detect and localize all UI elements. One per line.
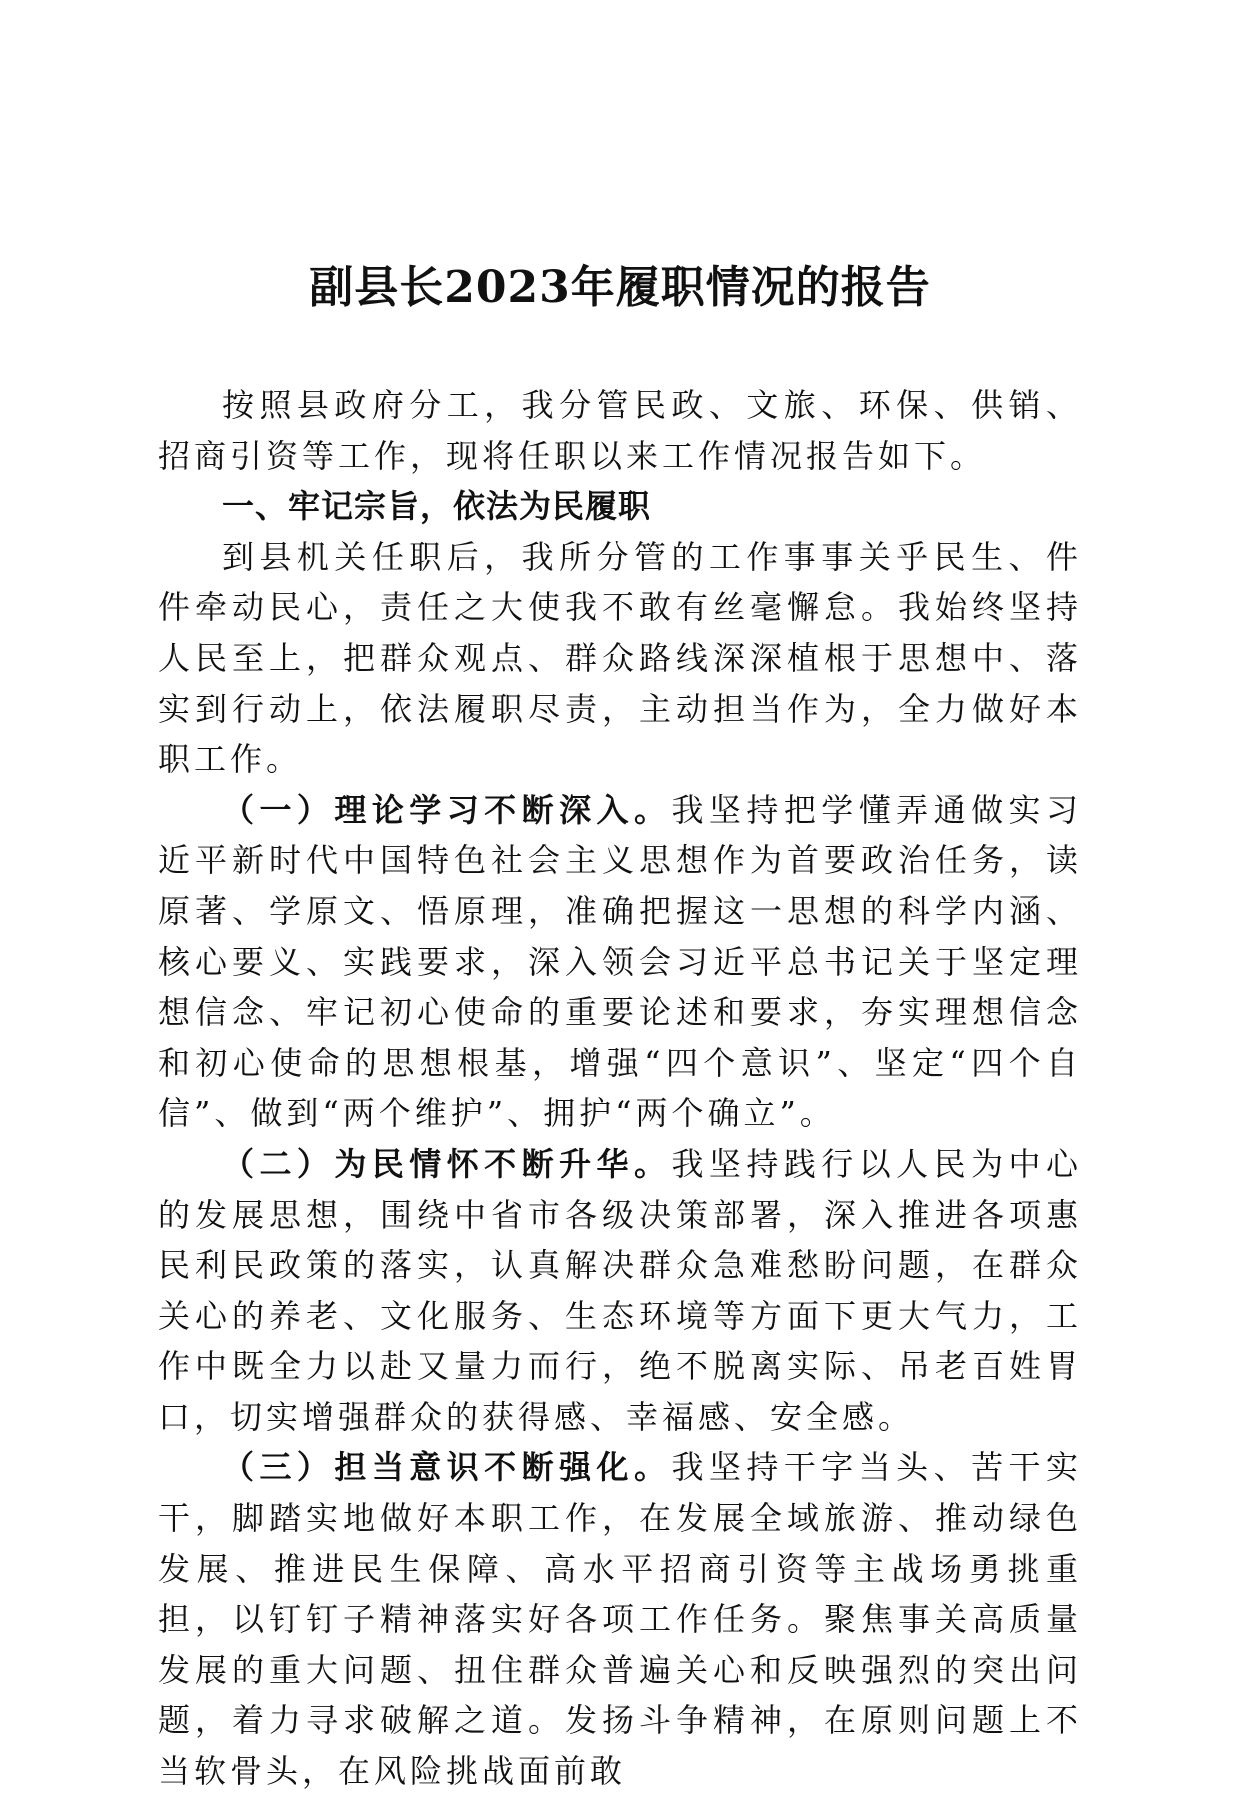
document-title: 副县长2023年履职情况的报告 (309, 262, 931, 313)
item-paragraph (158, 1442, 1082, 1796)
item-paragraph (158, 1139, 1082, 1443)
intro-paragraph: 按照县政府分工，我分管民政、文旅、环保、供销、招商引资等工作，现将任职以来工作情况报告如下。 (158, 386, 1082, 475)
item-lead: （三）担当意识不断强化。 (222, 1448, 672, 1487)
item-text: 我坚持把学懂弄通做实习近平新时代中国特色社会主义思想作为首要政治任务，读原著、学原文、悟原理，准确把握这一思想的科学内涵、核心要义、实践要求，深入领会习近平总书记关于坚定理想信念、牢记初心使命的重要论述和要求，夯实理想信念和初心使命的思想根基，增强“四个意识”、坚定“四个自信”、做到“两个维护”、拥护“两个确立”。 (158, 790, 1082, 1133)
item-paragraph (158, 785, 1082, 1139)
item-lead: （一）理论学习不断深入。 (222, 790, 672, 829)
section-paragraph: 到县机关任职后，我所分管的工作事事关乎民生、件件牵动民心，责任之大使我不敢有丝毫懈怠。我始终坚持人民至上，把群众观点、群众路线深深植根于思想中、落实到行动上，依法履职尽责，主动担当作为，全力做好本职工作。 (158, 537, 1082, 779)
item-text: 我坚持践行以人民为中心的发展思想，围绕中省市各级决策部署，深入推进各项惠民利民政策的落实，认真解决群众急难愁盼问题，在群众关心的养老、文化服务、生态环境等方面下更大气力，工作中既全力以赴又量力而行，绝不脱离实际、吊老百姓胃口，切实增强群众的获得感、幸福感、安全感。 (158, 1144, 1082, 1436)
document-body (158, 380, 1082, 1797)
section-heading: 一、牢记宗旨，依法为民履职 (222, 487, 652, 526)
item-lead: （二）为民情怀不断升华。 (222, 1144, 672, 1183)
item-text: 我坚持干字当头、苦干实干，脚踏实地做好本职工作，在发展全域旅游、推动绿色发展、推进民生保障、高水平招商引资等主战场勇挑重担，以钉钉子精神落实好各项工作任务。聚焦事关高质量发展的重大问题、扭住群众普遍关心和反映强烈的突出问题，着力寻求破解之道。发扬斗争精神，在原则问题上不当软骨头，在风险挑战面前敢 (158, 1448, 1082, 1791)
